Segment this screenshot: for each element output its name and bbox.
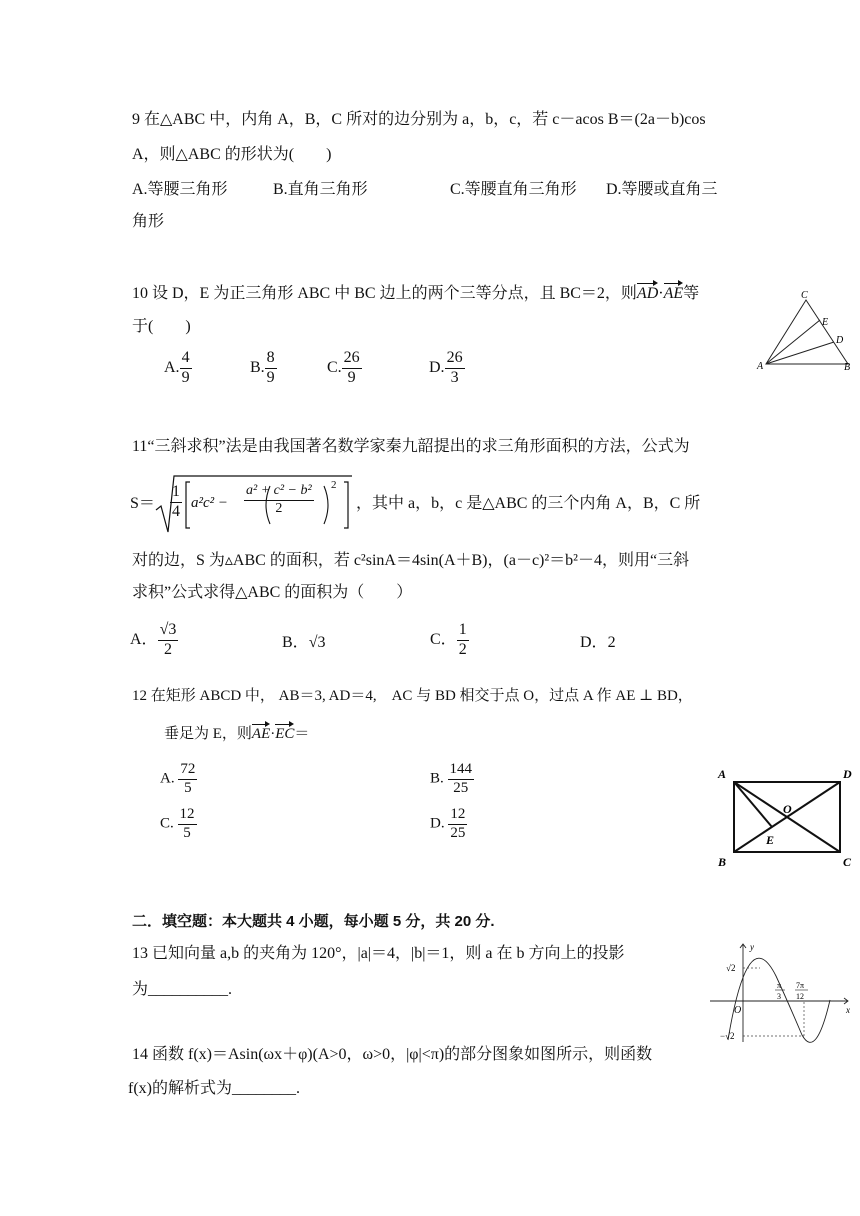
section-2-title: 二．填空题：本大题共 4 小题，每小题 5 分，共 20 分. — [132, 913, 495, 930]
fraction-den: 2 — [458, 640, 467, 658]
q11-term1: a²c² − — [191, 495, 229, 511]
fraction — [448, 807, 467, 842]
option-label: D. — [430, 815, 445, 832]
fraction-num: 8 — [265, 350, 277, 369]
option-label: A． — [130, 630, 158, 648]
fraction-num: 1 — [457, 622, 469, 641]
q11-quarter — [170, 484, 182, 521]
q10-option-a — [164, 350, 192, 387]
graph-label-x: x — [846, 1005, 850, 1015]
q10-vector-ae: AE — [663, 285, 684, 302]
q11-formula-lhs: S＝ — [130, 495, 155, 512]
q10-option-c — [327, 350, 362, 387]
q11-option-a — [130, 622, 178, 659]
q12-rectangle-figure — [712, 764, 860, 870]
graph-label-7pi: 7π — [796, 981, 805, 990]
graph-label-12: 12 — [796, 992, 804, 1001]
fraction — [158, 622, 179, 659]
q11-option-d — [580, 635, 616, 651]
q13-line1: 13 已知向量 a,b 的夹角为 120°，|a|＝4，|b|＝1，则 a 在 b 方向上的投影 — [132, 945, 625, 962]
fraction-num: 26 — [342, 350, 362, 369]
fraction-den: 2 — [163, 640, 172, 658]
fraction-num: 1 — [170, 484, 182, 503]
q10-text-post: 等 — [683, 285, 700, 302]
q11-line3: 对的边，S 为▵ABC 的面积，若 c²sinA＝4sin(A＋B)，(a－c)²＝b²－4，则用“三斜 — [132, 552, 690, 569]
fraction — [342, 350, 362, 387]
graph-label-y: y — [750, 942, 754, 952]
q10-vector-ad: AD — [636, 285, 659, 302]
q12-line2 — [164, 727, 309, 742]
fig-label-d: D — [843, 767, 852, 781]
q12-vector-ec: EC — [275, 726, 295, 742]
fig-label-c: C — [801, 290, 808, 301]
option-value: 2 — [607, 634, 616, 651]
fraction — [178, 762, 197, 797]
option-value: √3 — [308, 634, 326, 651]
fraction-num: 4 — [180, 350, 192, 369]
fraction-num: 12 — [178, 807, 197, 825]
q14-sine-graph — [708, 940, 854, 1046]
fig-label-c: C — [843, 855, 852, 869]
graph-label-sqrt2: √2 — [726, 963, 736, 973]
q12-option-d — [430, 807, 467, 842]
option-label: D． — [580, 634, 608, 651]
option-label: A. — [160, 770, 175, 787]
fig-label-a: A — [757, 361, 764, 372]
fraction-den: 9 — [347, 368, 356, 386]
fraction — [244, 484, 314, 516]
fraction-den: 5 — [183, 824, 191, 841]
q9-option-d-wrap: 角形 — [132, 213, 165, 230]
q9-option-c: C.等腰直角三角形 — [450, 181, 577, 198]
q10-text-pre: 10 设 D，E 为正三角形 ABC 中 BC 边上的两个三等分点，且 BC＝2，则 — [132, 285, 637, 302]
fraction-den: 9 — [181, 368, 190, 386]
fraction-num: 12 — [448, 807, 467, 825]
fraction — [457, 622, 469, 659]
fraction-den: 25 — [453, 779, 469, 796]
q9-line2: A，则△ABC 的形状为( ) — [132, 146, 332, 163]
fig-label-e: E — [822, 317, 829, 328]
q9-option-d: D.等腰或直角三 — [606, 181, 718, 198]
q12-vector-ae: AE — [251, 726, 271, 742]
fig-label-b: B — [718, 855, 727, 869]
option-label: B. — [250, 358, 265, 376]
q11-inner-fraction — [244, 484, 314, 516]
fraction — [265, 350, 277, 387]
graph-label-neg-sqrt2: −√2 — [720, 1031, 735, 1041]
fraction — [170, 484, 182, 521]
fraction-num: a² + c² − b² — [244, 484, 314, 501]
q12-dot: · — [270, 726, 276, 742]
fraction — [178, 807, 197, 842]
q10-option-b — [250, 350, 277, 387]
option-label: D. — [429, 358, 445, 376]
q10-dot: · — [658, 285, 664, 302]
q12-option-a — [160, 762, 197, 797]
fraction-num: 26 — [445, 350, 465, 369]
option-label: C． — [430, 630, 457, 648]
q14-line2: f(x)的解析式为________. — [128, 1080, 300, 1097]
fig-label-b: B — [844, 362, 851, 373]
q12-text-pre: 垂足为 E，则 — [164, 726, 252, 742]
fraction-num: √3 — [158, 622, 179, 641]
q11-option-c — [430, 622, 469, 659]
option-label: C. — [160, 815, 174, 832]
q12-option-c — [160, 807, 197, 842]
fraction-den: 4 — [172, 502, 180, 520]
fraction-num: 144 — [448, 762, 475, 780]
fig-label-o: O — [783, 802, 792, 816]
q11-square-exponent: 2 — [331, 479, 337, 491]
fraction — [180, 350, 192, 387]
q11-formula-tail: ，其中 a，b，c 是△ABC 的三个内角 A，B，C 所 — [356, 495, 701, 512]
q9-option-b: B.直角三角形 — [273, 181, 368, 198]
q11-line4: 求积”公式求得△ABC 的面积为（ ） — [132, 584, 413, 601]
fraction-den: 25 — [450, 824, 466, 841]
fraction-den: 9 — [266, 368, 275, 386]
fig-label-d: D — [836, 335, 844, 346]
fraction-den: 5 — [184, 779, 192, 796]
q13-line2: 为__________. — [132, 981, 233, 998]
q12-line1: 12 在矩形 ABCD 中， AB＝3, AD＝4, AC 与 BD 相交于点 O，过点 A 作 AE ⊥ BD， — [132, 688, 693, 704]
fig-label-a: A — [718, 767, 727, 781]
q11-line1: 11“三斜求积”法是由我国著名数学家秦九韶提出的求三角形面积的方法，公式为 — [132, 438, 690, 455]
q10-line1 — [132, 286, 699, 302]
option-label: B. — [430, 770, 444, 787]
option-label: C. — [327, 358, 342, 376]
q9-option-a: A.等腰三角形 — [132, 181, 228, 198]
fraction-num: 72 — [178, 762, 197, 780]
fraction — [445, 350, 465, 387]
option-label: A. — [164, 358, 180, 376]
q10-line2: 于( ) — [132, 318, 191, 335]
fraction — [448, 762, 475, 797]
q12-option-b — [430, 762, 474, 797]
q10-triangle-figure — [756, 288, 856, 374]
q9-line1: 9 在△ABC 中，内角 A，B，C 所对的边分别为 a，b，c，若 c－acos B＝(2a－b)cos — [132, 111, 706, 128]
q14-line1: 14 函数 f(x)＝Asin(ωx＋φ)(A>0，ω>0，|φ|<π)的部分图象如图所示，则函数 — [132, 1046, 653, 1063]
fig-label-e: E — [766, 833, 775, 847]
q10-option-d — [429, 350, 465, 387]
graph-label-3: 3 — [777, 992, 781, 1001]
graph-label-origin: O — [734, 1005, 742, 1016]
fraction-den: 3 — [450, 368, 459, 386]
q11-option-b — [282, 635, 325, 651]
fraction-den: 2 — [275, 500, 283, 516]
graph-label-pi: π — [777, 981, 782, 990]
option-label: B． — [282, 634, 309, 651]
q12-text-post: ＝ — [294, 726, 310, 742]
